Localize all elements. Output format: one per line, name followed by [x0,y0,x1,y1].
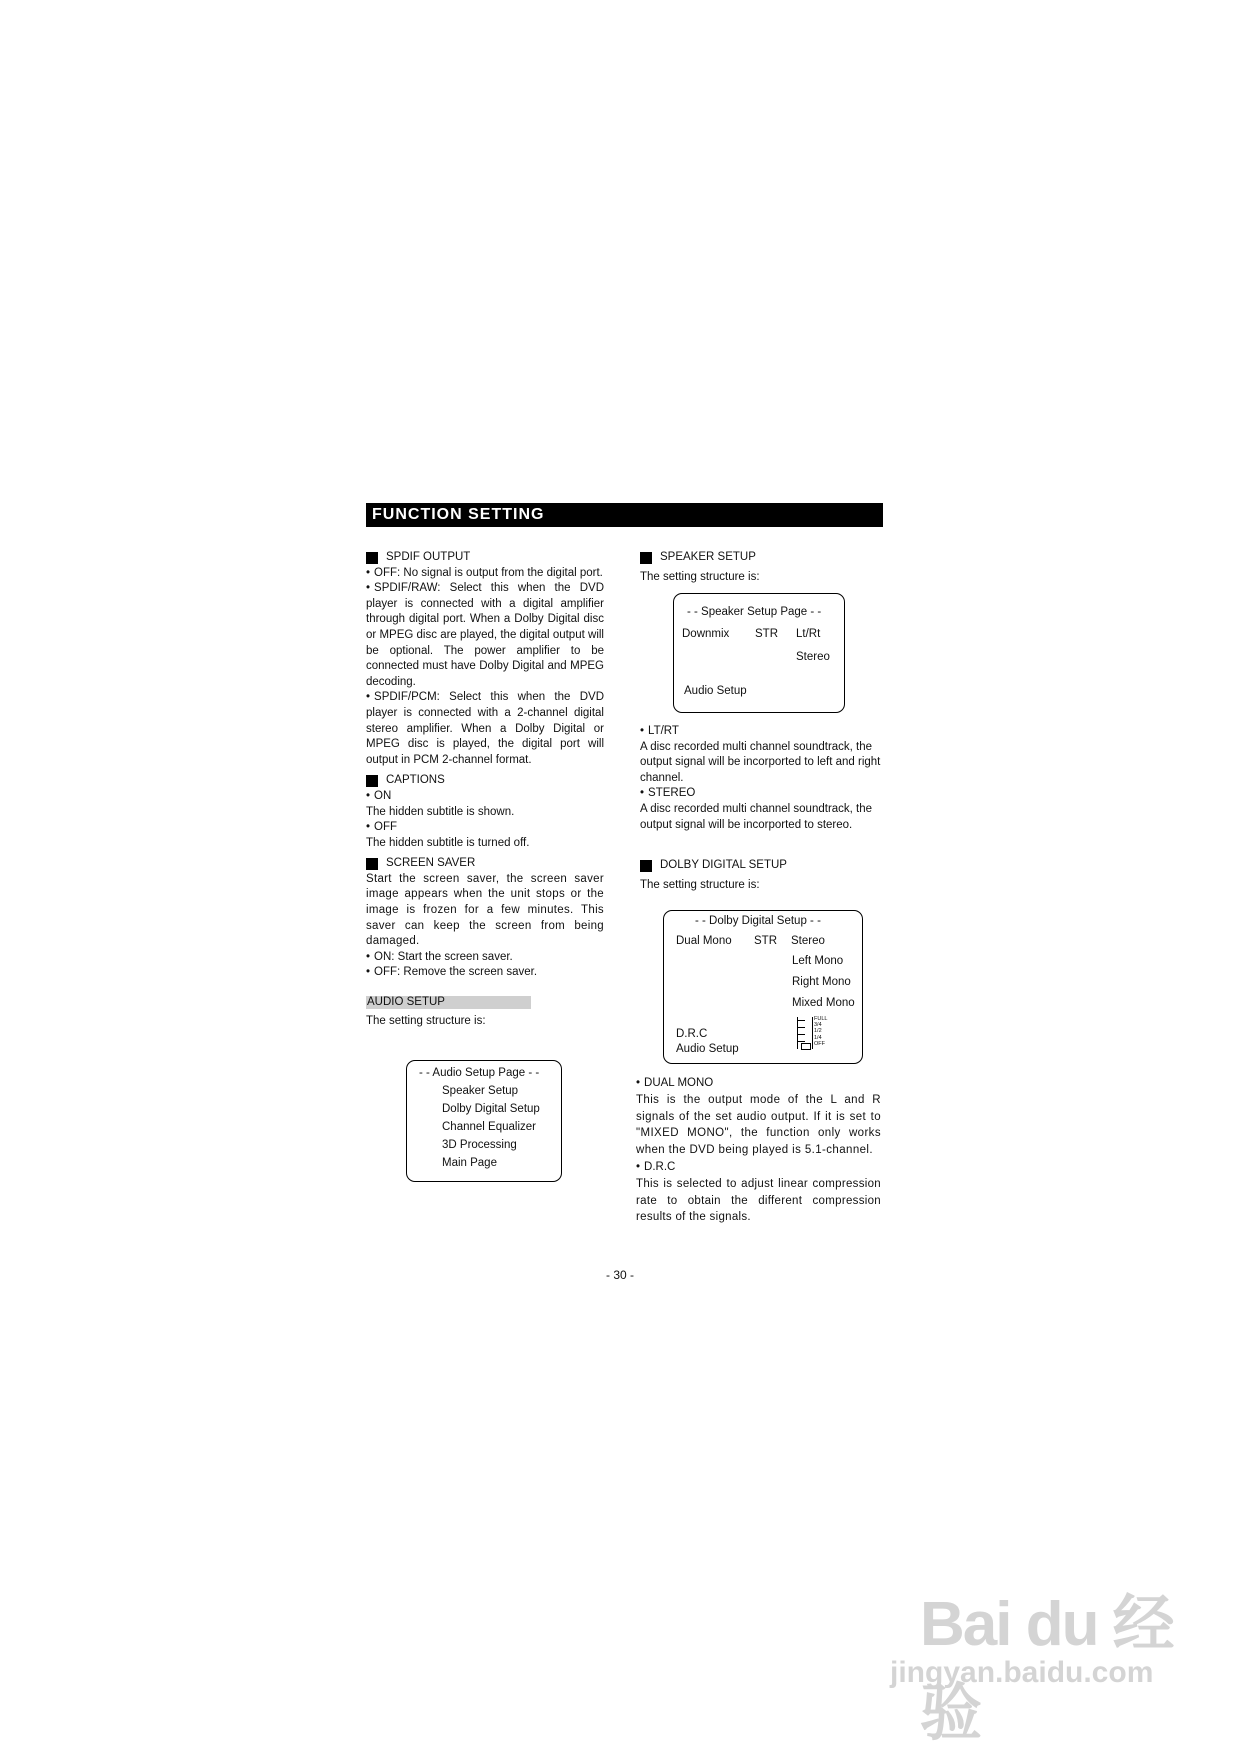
spdif-raw: • SPDIF/RAW: Select this when the DVD player is connected with a digital amplifier through digital port. When a Dolby Digital disc or MPEG disc are played, the digital output will be optional. The power amplifier to be connected must have Dolby Digital and MPEG decoding. [366,581,604,690]
option-left-mono[interactable]: Left Mono [792,955,844,967]
option-mixed-mono[interactable]: Mixed Mono [792,997,855,1009]
dual-mono-desc: This is the output mode of the L and R signals of the set audio output. If it is set to "MIXED MONO", the function only works when the DVD being played is 5.1-channel. [636,1093,881,1157]
speaker-setup-menu [673,593,845,713]
audio-setup-label: AUDIO SETUP [366,996,531,1009]
menu-title: - - Dolby Digital Setup - - [695,915,821,927]
section-header: FUNCTION SETTING [366,503,883,527]
option-stereo[interactable]: Stereo [796,651,830,663]
ltrt-heading: • LT/RT [640,724,885,740]
dolby-notes [636,1075,881,1226]
menu-item-dolby-digital-setup[interactable]: Dolby Digital Setup [442,1103,540,1115]
speaker-setup-title: SPEAKER SETUP [640,550,885,566]
screen-saver-off: • OFF: Remove the screen saver. [366,965,604,981]
stereo-heading: • STEREO [640,786,885,802]
square-bullet-icon [366,552,378,564]
menu-item-dual-mono[interactable]: Dual Mono [676,935,732,947]
speaker-setup-section [640,550,885,585]
screen-saver-title: SCREEN SAVER [366,856,604,872]
dolby-setup-menu [663,910,863,1064]
captions-on: • ON [366,789,604,805]
spdif-off: • OFF: No signal is output from the digital port. [366,566,604,582]
menu-title: - - Audio Setup Page - - [419,1067,540,1079]
square-bullet-icon [640,860,652,872]
spdif-title: SPDIF OUTPUT [366,550,604,566]
captions-on-desc: The hidden subtitle is shown. [366,805,515,818]
ltrt-desc: A disc recorded multi channel soundtrack, the output signal will be incorported to left and right channel. [640,740,881,784]
captions-off-desc: The hidden subtitle is turned off. [366,836,530,849]
menu-item-audio-setup[interactable]: Audio Setup [684,685,747,697]
menu-item-downmix[interactable]: Downmix [682,628,730,640]
dual-mono-heading: • DUAL MONO [636,1075,881,1092]
menu-title: - - Speaker Setup Page - - [687,606,822,618]
watermark-sub: jingyan.baidu.com [890,1656,1154,1689]
baidu-watermark-logo [880,1564,1180,1748]
stereo-desc: A disc recorded multi channel soundtrack, the output signal will be incorported to stereo. [640,802,873,831]
speaker-setup-intro: The setting structure is: [640,570,760,583]
drc-level: 1/4 [814,1034,822,1041]
square-bullet-icon [366,775,378,787]
menu-item-drc[interactable]: D.R.C [676,1028,708,1040]
speaker-notes [640,724,885,833]
drc-levels [814,1016,827,1047]
drc-level: 1/2 [814,1028,822,1035]
drc-slider-knob[interactable] [801,1043,811,1050]
drc-desc: This is selected to adjust linear compression rate to obtain the different compression results of the signals. [636,1177,881,1224]
drc-slider[interactable] [797,1017,813,1049]
left-column [366,550,604,1030]
dolby-setup-section [640,858,885,893]
dolby-setup-intro: The setting structure is: [640,878,760,891]
spdif-pcm: • SPDIF/PCM: Select this when the DVD player is connected with a 2-channel digital stereo amplifier. When a Dolby Digital or MPEG disc is played, the digital port will output in PCM 2-channel format. [366,690,604,768]
menu-item-speaker-setup[interactable]: Speaker Setup [442,1085,519,1097]
drc-level: OFF [814,1040,825,1047]
screen-saver-desc: Start the screen saver, the screen saver image appears when the unit stops or the image is frozen for a few minutes. This saver can keep the screen from being damaged. [366,872,604,948]
drc-level: 3/4 [814,1022,822,1029]
watermark-main: Bai du 经验 [920,1590,1173,1748]
page-number: - 30 - [605,1268,634,1282]
menu-item-main-page[interactable]: Main Page [442,1157,497,1169]
menu-str: STR [754,935,777,947]
menu-str: STR [755,628,778,640]
drc-level: FULL [814,1016,828,1022]
square-bullet-icon [640,552,652,564]
square-bullet-icon [366,858,378,870]
option-stereo[interactable]: Stereo [791,935,825,947]
captions-off: • OFF [366,820,604,836]
captions-title: CAPTIONS [366,773,604,789]
menu-item-channel-equalizer[interactable]: Channel Equalizer [442,1121,536,1133]
option-ltrt[interactable]: Lt/Rt [796,628,821,640]
dolby-setup-title: DOLBY DIGITAL SETUP [640,858,885,874]
audio-setup-intro: The setting structure is: [366,1015,486,1028]
drc-heading: • D.R.C [636,1159,881,1176]
option-right-mono[interactable]: Right Mono [792,976,851,988]
screen-saver-on: • ON: Start the screen saver. [366,950,604,966]
menu-item-3d-processing[interactable]: 3D Processing [442,1139,517,1151]
audio-setup-menu [406,1060,562,1182]
menu-item-audio-setup[interactable]: Audio Setup [676,1043,739,1055]
